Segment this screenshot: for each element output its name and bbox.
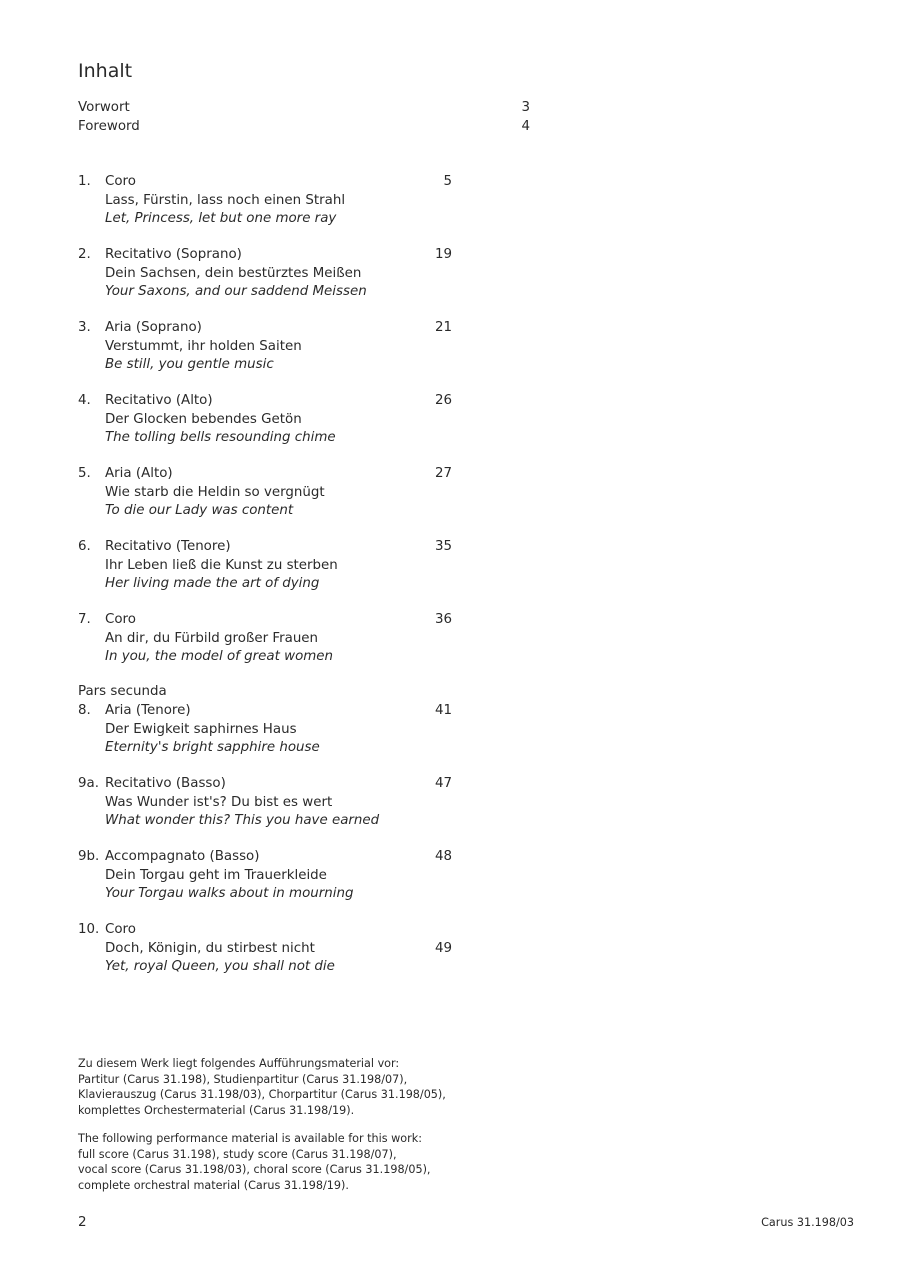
movement-page: 26 [434, 393, 452, 408]
material-line: komplettes Orchestermaterial (Carus 31.198/19). [78, 1103, 355, 1117]
page-title: Inhalt [78, 60, 133, 82]
movement-english-title: In you, the model of great women [105, 649, 334, 664]
movement-german-title: Dein Sachsen, dein bestürztes Meißen [105, 265, 362, 281]
toc-entry-page: 3 [521, 100, 530, 115]
movement-page: 48 [434, 849, 452, 864]
movement-page: 49 [434, 940, 452, 956]
movement-german-title: An dir, du Fürbild großer Frauen [105, 630, 319, 646]
movement-english-title: Eternity's bright sapphire house [105, 740, 320, 755]
movement-page: 27 [434, 466, 452, 481]
material-english [78, 1131, 431, 1193]
movement-page: 35 [434, 539, 452, 554]
movement-heading: Recitativo (Basso) [105, 776, 226, 791]
movement-english-title: Your Torgau walks about in mourning [105, 886, 354, 901]
material-line: Partitur (Carus 31.198), Studienpartitur (Carus 31.198/07), [78, 1072, 408, 1086]
toc-entry-label: Foreword [78, 119, 140, 134]
material-german [78, 1056, 446, 1118]
movement-german-title: Verstummt, ihr holden Saiten [105, 338, 302, 354]
movement-number: 4. [78, 393, 91, 408]
material-line: The following performance material is available for this work: [78, 1132, 422, 1145]
movement-heading: Aria (Soprano) [105, 320, 202, 335]
catalog-number: Carus 31.198/03 [761, 1216, 854, 1229]
movement-number: 7. [78, 612, 91, 627]
movement-page: 41 [434, 703, 452, 718]
movement-english-title: Your Saxons, and our saddend Meissen [105, 284, 367, 299]
movement-english-title: What wonder this? This you have earned [105, 813, 380, 828]
movement-german-title: Lass, Fürstin, lass noch einen Strahl [105, 192, 346, 208]
movement-heading: Recitativo (Tenore) [105, 539, 231, 554]
movement-page: 19 [434, 247, 452, 262]
movement-heading: Aria (Alto) [105, 466, 173, 481]
movement-number: 8. [78, 703, 91, 718]
movement-english-title: The tolling bells resounding chime [105, 430, 336, 445]
movement-english-title: Be still, you gentle music [105, 357, 274, 372]
movement-heading: Accompagnato (Basso) [105, 849, 260, 864]
movement-number: 10. [78, 922, 100, 937]
movement-number: 1. [78, 174, 91, 189]
pars-secunda-heading: Pars secunda [78, 684, 167, 699]
movement-german-title: Was Wunder ist's? Du bist es wert [105, 794, 333, 810]
movement-number: 9a. [78, 776, 99, 791]
material-line: vocal score (Carus 31.198/03), choral score (Carus 31.198/05), [78, 1163, 431, 1176]
movement-heading: Aria (Tenore) [105, 703, 191, 718]
movement-page: 5 [443, 174, 452, 189]
movement-german-title: Der Glocken bebendes Getön [105, 411, 302, 427]
movement-german-title: Wie starb die Heldin so vergnügt [105, 484, 325, 500]
toc-entry-page: 4 [521, 119, 530, 134]
movement-page: 47 [434, 776, 452, 791]
movement-heading: Coro [105, 612, 136, 627]
movement-german-title: Doch, Königin, du stirbest nicht [105, 940, 315, 956]
material-line: Klavierauszug (Carus 31.198/03), Chorpartitur (Carus 31.198/05), [78, 1088, 446, 1101]
movement-english-title: Let, Princess, let but one more ray [105, 211, 337, 226]
material-line: complete orchestral material (Carus 31.198/19). [78, 1178, 349, 1192]
movement-number: 2. [78, 247, 91, 262]
movement-english-title: To die our Lady was content [105, 503, 294, 518]
movement-german-title: Dein Torgau geht im Trauerkleide [105, 867, 327, 883]
movement-german-title: Ihr Leben ließ die Kunst zu sterben [105, 557, 338, 573]
material-line: Zu diesem Werk liegt folgendes Aufführungsmaterial vor: [78, 1057, 400, 1070]
material-line: full score (Carus 31.198), study score (Carus 31.198/07), [78, 1147, 397, 1161]
movement-heading: Recitativo (Alto) [105, 393, 213, 408]
movement-heading: Recitativo (Soprano) [105, 247, 242, 262]
movement-page: 21 [434, 320, 452, 335]
movement-page: 36 [434, 612, 452, 627]
movement-number: 3. [78, 320, 91, 335]
movement-number: 6. [78, 539, 91, 554]
movement-heading: Coro [105, 174, 136, 189]
toc-entry-foreword [78, 118, 530, 136]
page-number: 2 [78, 1214, 87, 1230]
movement-heading: Coro [105, 922, 136, 937]
movement-number: 9b. [78, 849, 100, 864]
movement-german-title: Der Ewigkeit saphirnes Haus [105, 721, 297, 737]
toc-entry-label: Vorwort [78, 100, 130, 115]
movement-english-title: Yet, royal Queen, you shall not die [105, 959, 335, 974]
movement-number: 5. [78, 466, 91, 481]
toc-entry-vorwort [78, 99, 530, 117]
movement-english-title: Her living made the art of dying [105, 576, 320, 591]
